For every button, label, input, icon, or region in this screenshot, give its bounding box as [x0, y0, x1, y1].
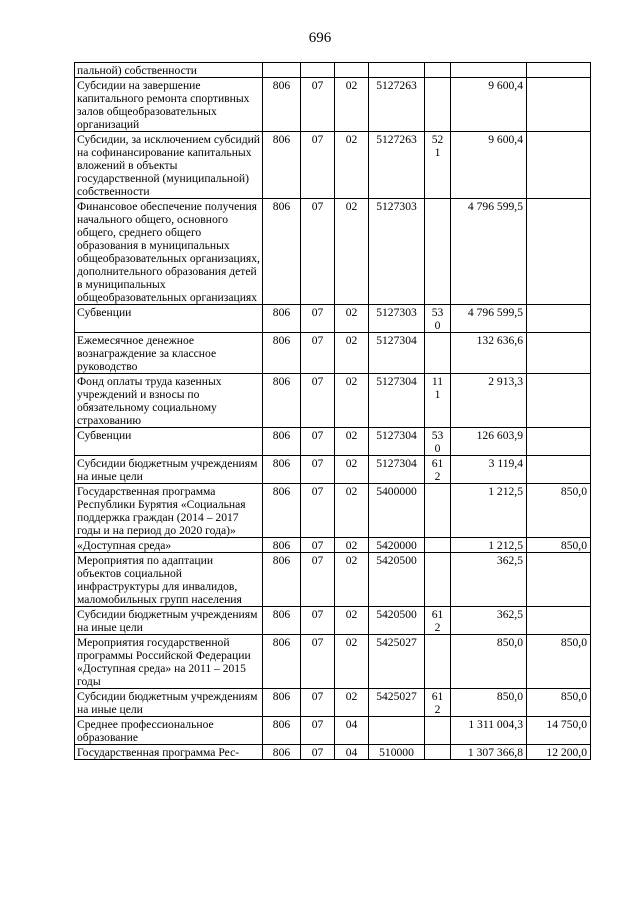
section-code-cell: 07	[301, 132, 335, 199]
ministry-code-cell: 806	[263, 745, 301, 760]
expense-type-cell	[425, 553, 451, 607]
subsection-code-cell: 02	[335, 635, 369, 689]
section-code-cell: 07	[301, 717, 335, 745]
target-article-cell	[369, 63, 425, 78]
amount-total-cell	[451, 63, 527, 78]
target-article-cell: 5127304	[369, 456, 425, 484]
amount-federal-cell: 14 750,0	[527, 717, 591, 745]
expense-type-cell: 111	[425, 374, 451, 428]
row-name-cell: Фонд оплаты труда казенных учреждений и взносы по обязательному социальному страхованию	[75, 374, 263, 428]
target-article-cell: 5127263	[369, 132, 425, 199]
table-row	[75, 374, 591, 428]
section-code-cell: 07	[301, 635, 335, 689]
target-article-cell: 5420500	[369, 607, 425, 635]
amount-federal-cell	[527, 132, 591, 199]
subsection-code-cell: 02	[335, 456, 369, 484]
target-article-cell: 5425027	[369, 689, 425, 717]
row-name-cell: Среднее профессиональное образование	[75, 717, 263, 745]
ministry-code-cell	[263, 63, 301, 78]
expense-type-cell: 530	[425, 305, 451, 333]
section-code-cell: 07	[301, 374, 335, 428]
ministry-code-cell: 806	[263, 333, 301, 374]
amount-total-cell: 362,5	[451, 607, 527, 635]
expense-type-cell	[425, 745, 451, 760]
amount-total-cell: 850,0	[451, 635, 527, 689]
budget-table	[74, 62, 591, 760]
section-code-cell: 07	[301, 538, 335, 553]
amount-total-cell: 4 796 599,5	[451, 199, 527, 305]
ministry-code-cell: 806	[263, 717, 301, 745]
expense-type-cell	[425, 199, 451, 305]
row-name-cell: пальной) собственности	[75, 63, 263, 78]
section-code-cell	[301, 63, 335, 78]
ministry-code-cell: 806	[263, 428, 301, 456]
section-code-cell: 07	[301, 689, 335, 717]
row-name-cell: Государственная программа Республики Бурятия «Социальная поддержка граждан (2014 – 2017 годы и на период до 2020 года)»	[75, 484, 263, 538]
amount-federal-cell: 850,0	[527, 538, 591, 553]
subsection-code-cell: 02	[335, 305, 369, 333]
row-name-cell: «Доступная среда»	[75, 538, 263, 553]
target-article-cell: 5127304	[369, 428, 425, 456]
table-row	[75, 132, 591, 199]
amount-federal-cell	[527, 374, 591, 428]
expense-type-cell	[425, 63, 451, 78]
table-row	[75, 305, 591, 333]
table-row	[75, 484, 591, 538]
amount-federal-cell	[527, 456, 591, 484]
expense-type-cell	[425, 538, 451, 553]
table-row	[75, 689, 591, 717]
target-article-cell: 5425027	[369, 635, 425, 689]
row-name-cell: Государственная программа Рес-	[75, 745, 263, 760]
section-code-cell: 07	[301, 333, 335, 374]
expense-type-cell	[425, 78, 451, 132]
expense-type-cell: 521	[425, 132, 451, 199]
amount-total-cell: 126 603,9	[451, 428, 527, 456]
target-article-cell: 5127303	[369, 305, 425, 333]
section-code-cell: 07	[301, 305, 335, 333]
row-name-cell: Мероприятия по адаптации объектов социальной инфраструктуры для инвалидов, маломобильных групп населения	[75, 553, 263, 607]
subsection-code-cell: 02	[335, 333, 369, 374]
section-code-cell: 07	[301, 607, 335, 635]
subsection-code-cell: 02	[335, 374, 369, 428]
amount-total-cell: 362,5	[451, 553, 527, 607]
target-article-cell: 5127304	[369, 333, 425, 374]
row-name-cell: Субсидии бюджетным учреждениям на иные цели	[75, 456, 263, 484]
amount-total-cell: 132 636,6	[451, 333, 527, 374]
amount-total-cell: 1 311 004,3	[451, 717, 527, 745]
amount-federal-cell: 850,0	[527, 484, 591, 538]
expense-type-cell	[425, 635, 451, 689]
row-name-cell: Субсидии бюджетным учреждениям на иные цели	[75, 689, 263, 717]
subsection-code-cell: 02	[335, 78, 369, 132]
section-code-cell: 07	[301, 745, 335, 760]
amount-total-cell: 2 913,3	[451, 374, 527, 428]
section-code-cell: 07	[301, 428, 335, 456]
expense-type-cell: 612	[425, 607, 451, 635]
subsection-code-cell: 02	[335, 199, 369, 305]
row-name-cell: Субвенции	[75, 305, 263, 333]
subsection-code-cell: 02	[335, 553, 369, 607]
amount-federal-cell	[527, 63, 591, 78]
amount-total-cell: 9 600,4	[451, 78, 527, 132]
amount-federal-cell	[527, 333, 591, 374]
expense-type-cell	[425, 717, 451, 745]
expense-type-cell	[425, 484, 451, 538]
amount-federal-cell: 850,0	[527, 635, 591, 689]
amount-federal-cell	[527, 607, 591, 635]
amount-federal-cell	[527, 553, 591, 607]
table-row	[75, 745, 591, 760]
ministry-code-cell: 806	[263, 78, 301, 132]
row-name-cell: Субсидии, за исключением субсидий на софинансирование капитальных вложений в объекты государственной (муниципальной) собственности	[75, 132, 263, 199]
expense-type-cell: 530	[425, 428, 451, 456]
row-name-cell: Мероприятия государственной программы Российской Федерации «Доступная среда» на 2011 – 2015 годы	[75, 635, 263, 689]
expense-type-cell: 612	[425, 689, 451, 717]
expense-type-cell: 612	[425, 456, 451, 484]
table-row	[75, 607, 591, 635]
target-article-cell: 5127263	[369, 78, 425, 132]
amount-federal-cell	[527, 199, 591, 305]
row-name-cell: Ежемесячное денежное вознаграждение за классное руководство	[75, 333, 263, 374]
target-article-cell: 510000	[369, 745, 425, 760]
table-row	[75, 456, 591, 484]
section-code-cell: 07	[301, 456, 335, 484]
ministry-code-cell: 806	[263, 132, 301, 199]
table-row	[75, 553, 591, 607]
ministry-code-cell: 806	[263, 456, 301, 484]
amount-federal-cell: 12 200,0	[527, 745, 591, 760]
target-article-cell: 5127303	[369, 199, 425, 305]
table-row	[75, 63, 591, 78]
subsection-code-cell	[335, 63, 369, 78]
row-name-cell: Субсидии на завершение капитального ремонта спортивных залов общеобразовательных организаций	[75, 78, 263, 132]
subsection-code-cell: 02	[335, 428, 369, 456]
target-article-cell	[369, 717, 425, 745]
table-row	[75, 538, 591, 553]
row-name-cell: Финансовое обеспечение получения начального общего, основного общего, среднего общего образования в муниципальных общеобразовательных организациях, дополнительного образования детей в муниципальных общеобразовательных организациях	[75, 199, 263, 305]
target-article-cell: 5420500	[369, 553, 425, 607]
target-article-cell: 5420000	[369, 538, 425, 553]
section-code-cell: 07	[301, 199, 335, 305]
table-row	[75, 333, 591, 374]
table-row	[75, 78, 591, 132]
row-name-cell: Субсидии бюджетным учреждениям на иные цели	[75, 607, 263, 635]
amount-federal-cell	[527, 428, 591, 456]
amount-federal-cell	[527, 78, 591, 132]
amount-total-cell: 850,0	[451, 689, 527, 717]
budget-table-body	[75, 63, 591, 760]
table-row	[75, 428, 591, 456]
subsection-code-cell: 04	[335, 745, 369, 760]
section-code-cell: 07	[301, 553, 335, 607]
table-row	[75, 635, 591, 689]
subsection-code-cell: 02	[335, 689, 369, 717]
amount-total-cell: 3 119,4	[451, 456, 527, 484]
table-row	[75, 199, 591, 305]
page-number: 696	[308, 30, 332, 46]
target-article-cell: 5400000	[369, 484, 425, 538]
ministry-code-cell: 806	[263, 374, 301, 428]
row-name-cell: Субвенции	[75, 428, 263, 456]
amount-total-cell: 1 307 366,8	[451, 745, 527, 760]
section-code-cell: 07	[301, 78, 335, 132]
ministry-code-cell: 806	[263, 484, 301, 538]
expense-type-cell	[425, 333, 451, 374]
subsection-code-cell: 02	[335, 607, 369, 635]
ministry-code-cell: 806	[263, 607, 301, 635]
amount-total-cell: 1 212,5	[451, 538, 527, 553]
subsection-code-cell: 02	[335, 538, 369, 553]
amount-total-cell: 4 796 599,5	[451, 305, 527, 333]
table-row	[75, 717, 591, 745]
section-code-cell: 07	[301, 484, 335, 538]
ministry-code-cell: 806	[263, 553, 301, 607]
ministry-code-cell: 806	[263, 538, 301, 553]
subsection-code-cell: 02	[335, 132, 369, 199]
ministry-code-cell: 806	[263, 635, 301, 689]
amount-federal-cell: 850,0	[527, 689, 591, 717]
amount-total-cell: 9 600,4	[451, 132, 527, 199]
target-article-cell: 5127304	[369, 374, 425, 428]
ministry-code-cell: 806	[263, 199, 301, 305]
ministry-code-cell: 806	[263, 305, 301, 333]
amount-federal-cell	[527, 305, 591, 333]
ministry-code-cell: 806	[263, 689, 301, 717]
subsection-code-cell: 04	[335, 717, 369, 745]
amount-total-cell: 1 212,5	[451, 484, 527, 538]
subsection-code-cell: 02	[335, 484, 369, 538]
